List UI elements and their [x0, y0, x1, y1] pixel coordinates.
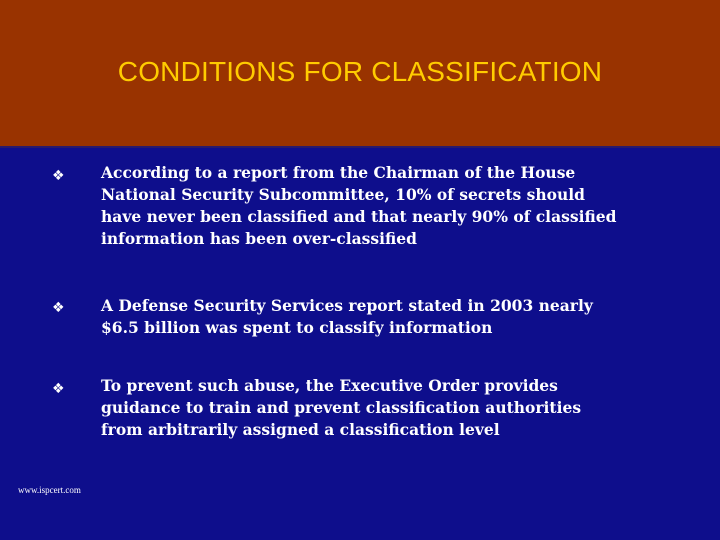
bullet-item-text: To prevent such abuse, the Executive Order provides guidance to train and prevent classification authorities from arbitrarily assigned a classification level: [101, 376, 582, 439]
diamond-bullet-icon: ❖: [52, 381, 65, 397]
diamond-bullet-icon: ❖: [52, 168, 65, 184]
bullet-item-text: According to a report from the Chairman of the House National Security Subcommittee, 10% of secrets should have never been classified and that nearly 90% of classified information has been over-classified: [101, 163, 617, 248]
slide-title: CONDITIONS FOR CLASSIFICATION: [117, 56, 603, 87]
bullet-item-text: A Defense Security Services report stated in 2003 nearly $6.5 billion was spent to classify information: [101, 296, 593, 337]
footer-url: www.ispcert.com: [18, 485, 81, 495]
banner-divider: [0, 146, 720, 148]
diamond-bullet-icon: ❖: [52, 300, 65, 316]
